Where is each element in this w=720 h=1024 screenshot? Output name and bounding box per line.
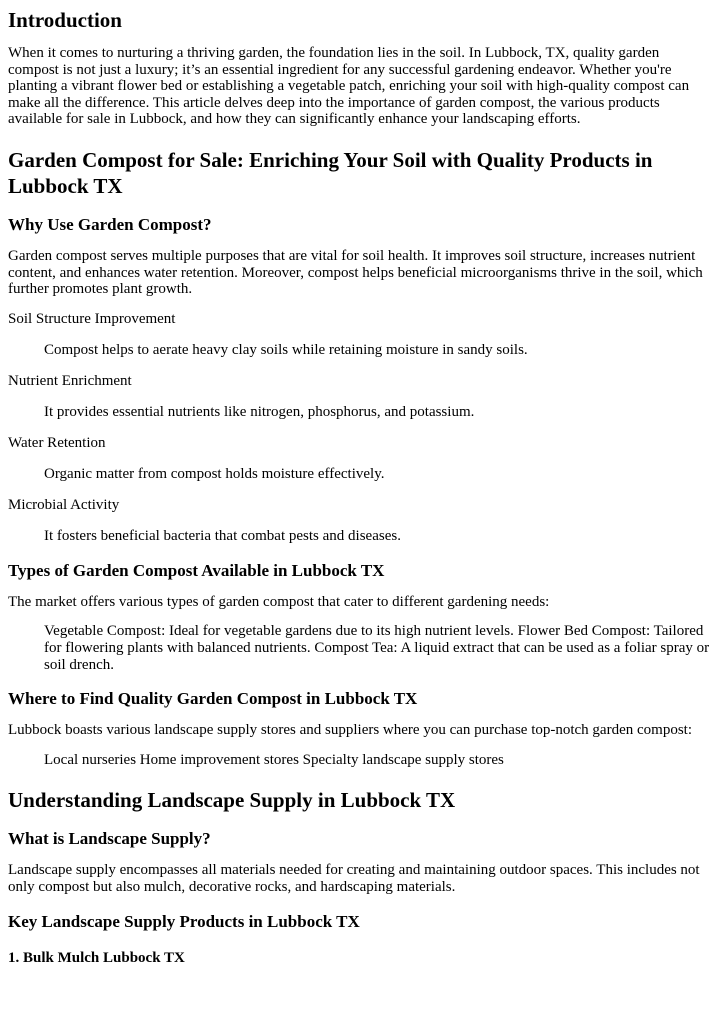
compost-types-heading: Types of Garden Compost Available in Lubbock TX <box>8 560 385 580</box>
compost-types-quote: Vegetable Compost: Ideal for vegetable gardens due to its high nutrient levels. Flower Bed Compost: Tailored for flowering plants with balanced nutrients. Compost Tea: A liquid extract that can be used as a foliar spray or soil drench. <box>44 623 710 673</box>
bulk-mulch-heading: 1. Bulk Mulch Lubbock TX <box>8 949 185 966</box>
benefit-description: Compost helps to aerate heavy clay soils while retaining moisture in sandy soils. <box>44 341 528 358</box>
where-to-find-paragraph: Lubbock boasts various landscape supply stores and suppliers where you can purchase top-notch garden compost: <box>8 722 692 739</box>
benefits-list <box>8 311 712 545</box>
intro-paragraph: When it comes to nurturing a thriving garden, the foundation lies in the soil. In Lubbock, TX, quality garden compost is not just a luxury; it’s an essential ingredient for any successful gardening endeavor. Whether you're planting a vibrant flower bed or establishing a vegetable patch, enriching your soil with high-quality compost can make all the difference. This article delves deep into the importance of garden compost, the various products available for sale in Lubbock, and how they can significantly enhance your landscaping efforts. <box>8 45 690 128</box>
where-to-find-quote: Local nurseries Home improvement stores Specialty landscape supply stores <box>44 751 504 768</box>
benefit-term: Nutrient Enrichment <box>8 372 132 389</box>
benefit-description: Organic matter from compost holds moisture effectively. <box>44 465 385 482</box>
benefit-description: It fosters beneficial bacteria that combat pests and diseases. <box>44 527 401 544</box>
landscape-supply-heading: Understanding Landscape Supply in Lubbock TX <box>8 788 456 813</box>
benefit-term: Soil Structure Improvement <box>8 310 176 327</box>
key-products-heading: Key Landscape Supply Products in Lubbock TX <box>8 911 360 931</box>
compost-heading: Garden Compost for Sale: Enriching Your Soil with Quality Products in Lubbock TX <box>8 147 653 198</box>
what-is-landscape-supply-heading: What is Landscape Supply? <box>8 829 211 849</box>
benefit-description: It provides essential nutrients like nitrogen, phosphorus, and potassium. <box>44 403 475 420</box>
why-compost-paragraph: Garden compost serves multiple purposes that are vital for soil health. It improves soil structure, increases nutrient content, and enhances water retention. Moreover, compost helps beneficial microorganisms thrive in the soil, which further promotes plant growth. <box>8 247 703 298</box>
benefit-term: Microbial Activity <box>8 496 120 513</box>
why-compost-heading: Why Use Garden Compost? <box>8 214 212 234</box>
benefit-term: Water Retention <box>8 434 106 451</box>
where-to-find-heading: Where to Find Quality Garden Compost in Lubbock TX <box>8 689 418 709</box>
intro-heading: Introduction <box>8 8 122 32</box>
article <box>0 7 720 967</box>
what-is-landscape-supply-paragraph: Landscape supply encompasses all materials needed for creating and maintaining outdoor spaces. This includes not only compost but also mulch, decorative rocks, and hardscaping materials. <box>8 862 700 895</box>
compost-types-paragraph: The market offers various types of garden compost that cater to different gardening needs: <box>8 593 550 610</box>
